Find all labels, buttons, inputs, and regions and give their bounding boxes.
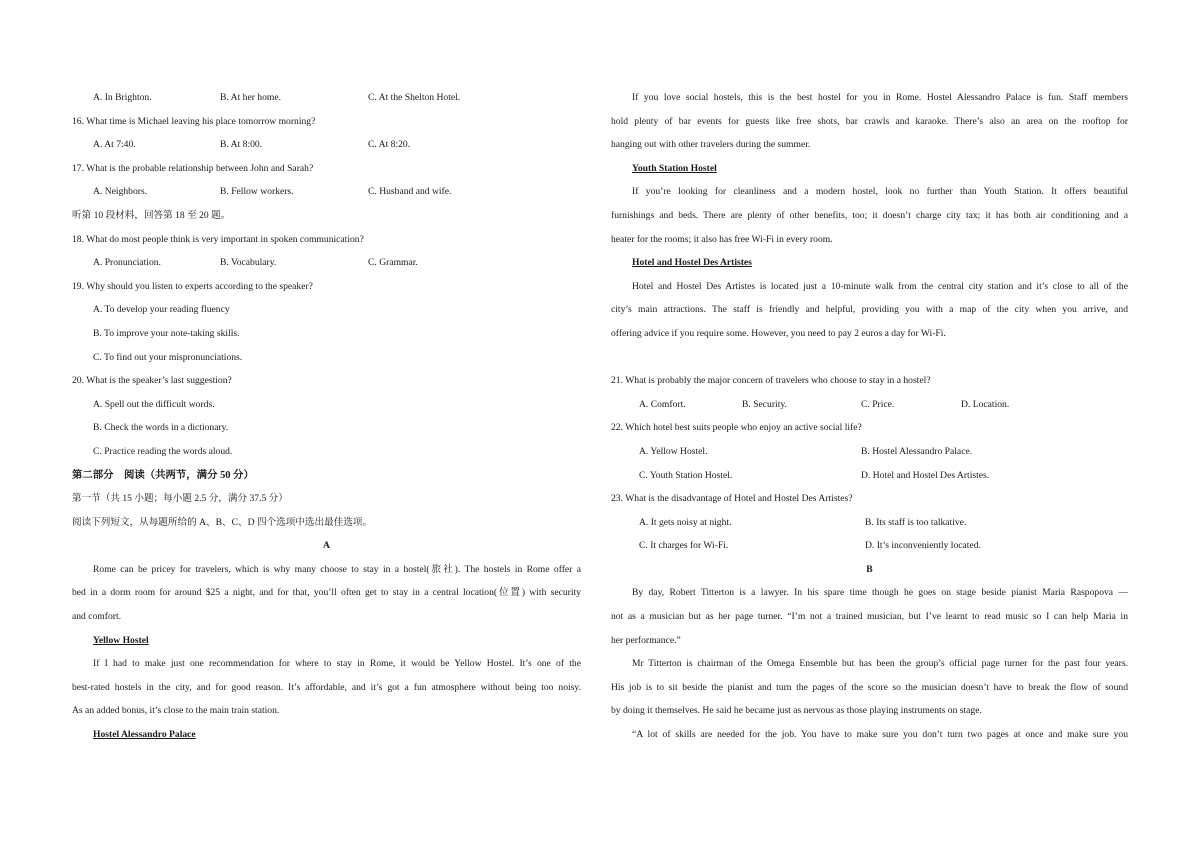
q22-option-d: D. Hotel and Hostel Des Artistes. <box>861 469 990 481</box>
des-artistes-line: city’s main attractions. The staff is friendly and helpful, providing you with a map of the city when you arrive, and <box>611 304 1128 316</box>
yellow-hostel-line: best-rated hostels in the city, and for good reason. It’s affordable, and it’s got a fun atmosphere without being too noisy. <box>72 681 581 693</box>
q18-stem: 18. What do most people think is very important in spoken communication? <box>72 233 364 245</box>
yellow-hostel-line: As an added bonus, it’s close to the main train station. <box>72 705 280 717</box>
q22-stem: 22. Which hotel best suits people who enjoy an active social life? <box>611 422 862 434</box>
passage-b-line: not as a musician but as her page turner. “I’m not a trained musician, but I’ve learnt to read music so I can help Maria in <box>611 611 1128 623</box>
q21-option-a: A. Comfort. <box>639 398 686 410</box>
passage-b-line: By day, Robert Titterton is a lawyer. In his spare time though he goes on stage beside pianist Maria Raspopova — <box>632 587 1128 599</box>
q21-stem: 21. What is probably the major concern of travelers who choose to stay in a hostel? <box>611 375 931 387</box>
q22-options-row1 <box>611 440 1128 464</box>
passage-b-line: Mr Titterton is chairman of the Omega Ensemble but has been the group’s official page turner for the past four years. <box>632 658 1128 670</box>
q16-option-b: B. At 8:00. <box>220 139 263 151</box>
q16-option-a: A. At 7:40. <box>93 139 136 151</box>
q20-option-a: A. Spell out the difficult words. <box>93 398 215 410</box>
q15-option-a: A. In Brighton. <box>93 92 152 103</box>
part2-title: 第二部分 阅读（共两节，满分 50 分） <box>72 469 254 481</box>
q23-options-row1 <box>611 511 1128 535</box>
youth-station-line: If you’re looking for cleanliness and a modern hostel, look no further than Youth Station. It offers beautiful <box>632 186 1128 198</box>
q17-option-b: B. Fellow workers. <box>220 186 294 198</box>
q16-option-c: C. At 8:20. <box>368 139 411 151</box>
q15-option-b: B. At her home. <box>220 92 282 103</box>
q21-option-b: B. Security. <box>742 398 787 410</box>
q23-option-b: B. Its staff is too talkative. <box>865 516 967 528</box>
q20-option-b: B. Check the words in a dictionary. <box>93 422 229 434</box>
passage-a-intro-line: Rome can be pricey for travelers, which is why many choose to stay in a hostel(旅社). The hostels in Rome offer a <box>93 563 581 575</box>
q22-option-b: B. Hostel Alessandro Palace. <box>861 445 973 457</box>
section10-instruction: 听第 10 段材料，回答第 18 至 20 题。 <box>72 209 231 221</box>
q18-options <box>72 251 581 275</box>
q15-options <box>72 86 581 110</box>
q22-option-c: C. Youth Station Hostel. <box>639 469 733 481</box>
alessandro-line: If you love social hostels, this is the best hostel for you in Rome. Hostel Alessandro Palace is fun. Staff members <box>632 92 1128 103</box>
passage-b-line: by doing it themselves. He said he became just as nervous as those playing instruments on stage. <box>611 705 982 717</box>
q22-option-a: A. Yellow Hostel. <box>639 445 708 457</box>
q22-options-row2 <box>611 464 1128 488</box>
q20-stem: 20. What is the speaker’s last suggestion? <box>72 375 232 387</box>
yellow-hostel-line: If I had to make just one recommendation for where to stay in Rome, it would be Yellow Hostel. It’s one of the <box>93 658 581 670</box>
passage-a-intro-line: and comfort. <box>72 611 122 623</box>
passage-b-line: “A lot of skills are needed for the job. You have to make sure you don’t turn two pages at once and make sure you <box>632 729 1128 741</box>
des-artistes-heading: Hotel and Hostel Des Artistes <box>632 257 752 269</box>
q19-option-c: C. To find out your mispronunciations. <box>93 351 243 363</box>
q23-option-d: D. It’s inconveniently located. <box>865 540 981 552</box>
alessandro-line: hold plenty of bar events for guests like free shots, bar crawls and karaoke. There’s also an area on the rooftop for <box>611 115 1128 127</box>
des-artistes-line: offering advice if you require some. However, you need to pay 2 euros a day for Wi-Fi. <box>611 327 946 339</box>
left-column <box>72 86 581 747</box>
q19-option-a: A. To develop your reading fluency <box>93 304 230 316</box>
youth-station-line: heater for the rooms; it also has free Wi-Fi in every room. <box>611 233 833 245</box>
q17-option-a: A. Neighbors. <box>93 186 148 198</box>
q23-option-a: A. It gets noisy at night. <box>639 516 732 528</box>
q16-stem: 16. What time is Michael leaving his place tomorrow morning? <box>72 115 316 127</box>
q21-option-c: C. Price. <box>861 398 895 410</box>
passage-b-line: her performance.” <box>611 634 681 646</box>
youth-station-line: furnishings and beds. There are plenty of other benefits, too; it doesn’t charge city tax; it has both air conditioning and a <box>611 209 1128 221</box>
q15-option-c: C. At the Shelton Hotel. <box>368 92 461 103</box>
right-column <box>611 86 1128 747</box>
q23-option-c: C. It charges for Wi-Fi. <box>639 540 729 552</box>
part2-instruction: 阅读下列短文，从每题所给的 A、B、C、D 四个选项中选出最佳选项。 <box>72 516 373 528</box>
des-artistes-line: Hotel and Hostel Des Artistes is located just a 10-minute walk from the central city station and it’s close to all of the <box>632 280 1128 292</box>
q23-options-row2 <box>611 534 1128 558</box>
passage-b-line: His job is to sit beside the pianist and turn the pages of the score so the musician doesn’t have to break the flow of sound <box>611 681 1128 693</box>
youth-station-heading: Youth Station Hostel <box>632 162 717 174</box>
part2-section1: 第一节（共 15 小题；每小题 2.5 分，满分 37.5 分） <box>72 493 288 505</box>
q17-option-c: C. Husband and wife. <box>368 186 452 198</box>
q18-option-c: C. Grammar. <box>368 257 418 269</box>
q21-option-d: D. Location. <box>961 398 1010 410</box>
q16-options <box>72 133 581 157</box>
q19-stem: 19. Why should you listen to experts according to the speaker? <box>72 280 313 292</box>
q20-option-c: C. Practice reading the words aloud. <box>93 445 233 457</box>
q23-stem: 23. What is the disadvantage of Hotel and Hostel Des Artistes? <box>611 493 853 505</box>
q17-options <box>72 180 581 204</box>
q18-option-b: B. Vocabulary. <box>220 257 277 269</box>
alessandro-line: hanging out with other travelers during the summer. <box>611 139 811 151</box>
q21-options <box>611 393 1128 417</box>
q19-option-b: B. To improve your note-taking skills. <box>93 327 240 339</box>
q18-option-a: A. Pronunciation. <box>93 257 161 269</box>
passage-a-label: A <box>323 540 330 552</box>
yellow-hostel-heading: Yellow Hostel <box>93 634 149 646</box>
passage-a-intro-line: bed in a dorm room for around $25 a night, and for that, you’ll often get to stay in a central location(位置) with security <box>72 587 581 599</box>
q17-stem: 17. What is the probable relationship between John and Sarah? <box>72 162 314 174</box>
passage-b-label: B <box>866 563 873 575</box>
alessandro-heading: Hostel Alessandro Palace <box>93 729 196 741</box>
